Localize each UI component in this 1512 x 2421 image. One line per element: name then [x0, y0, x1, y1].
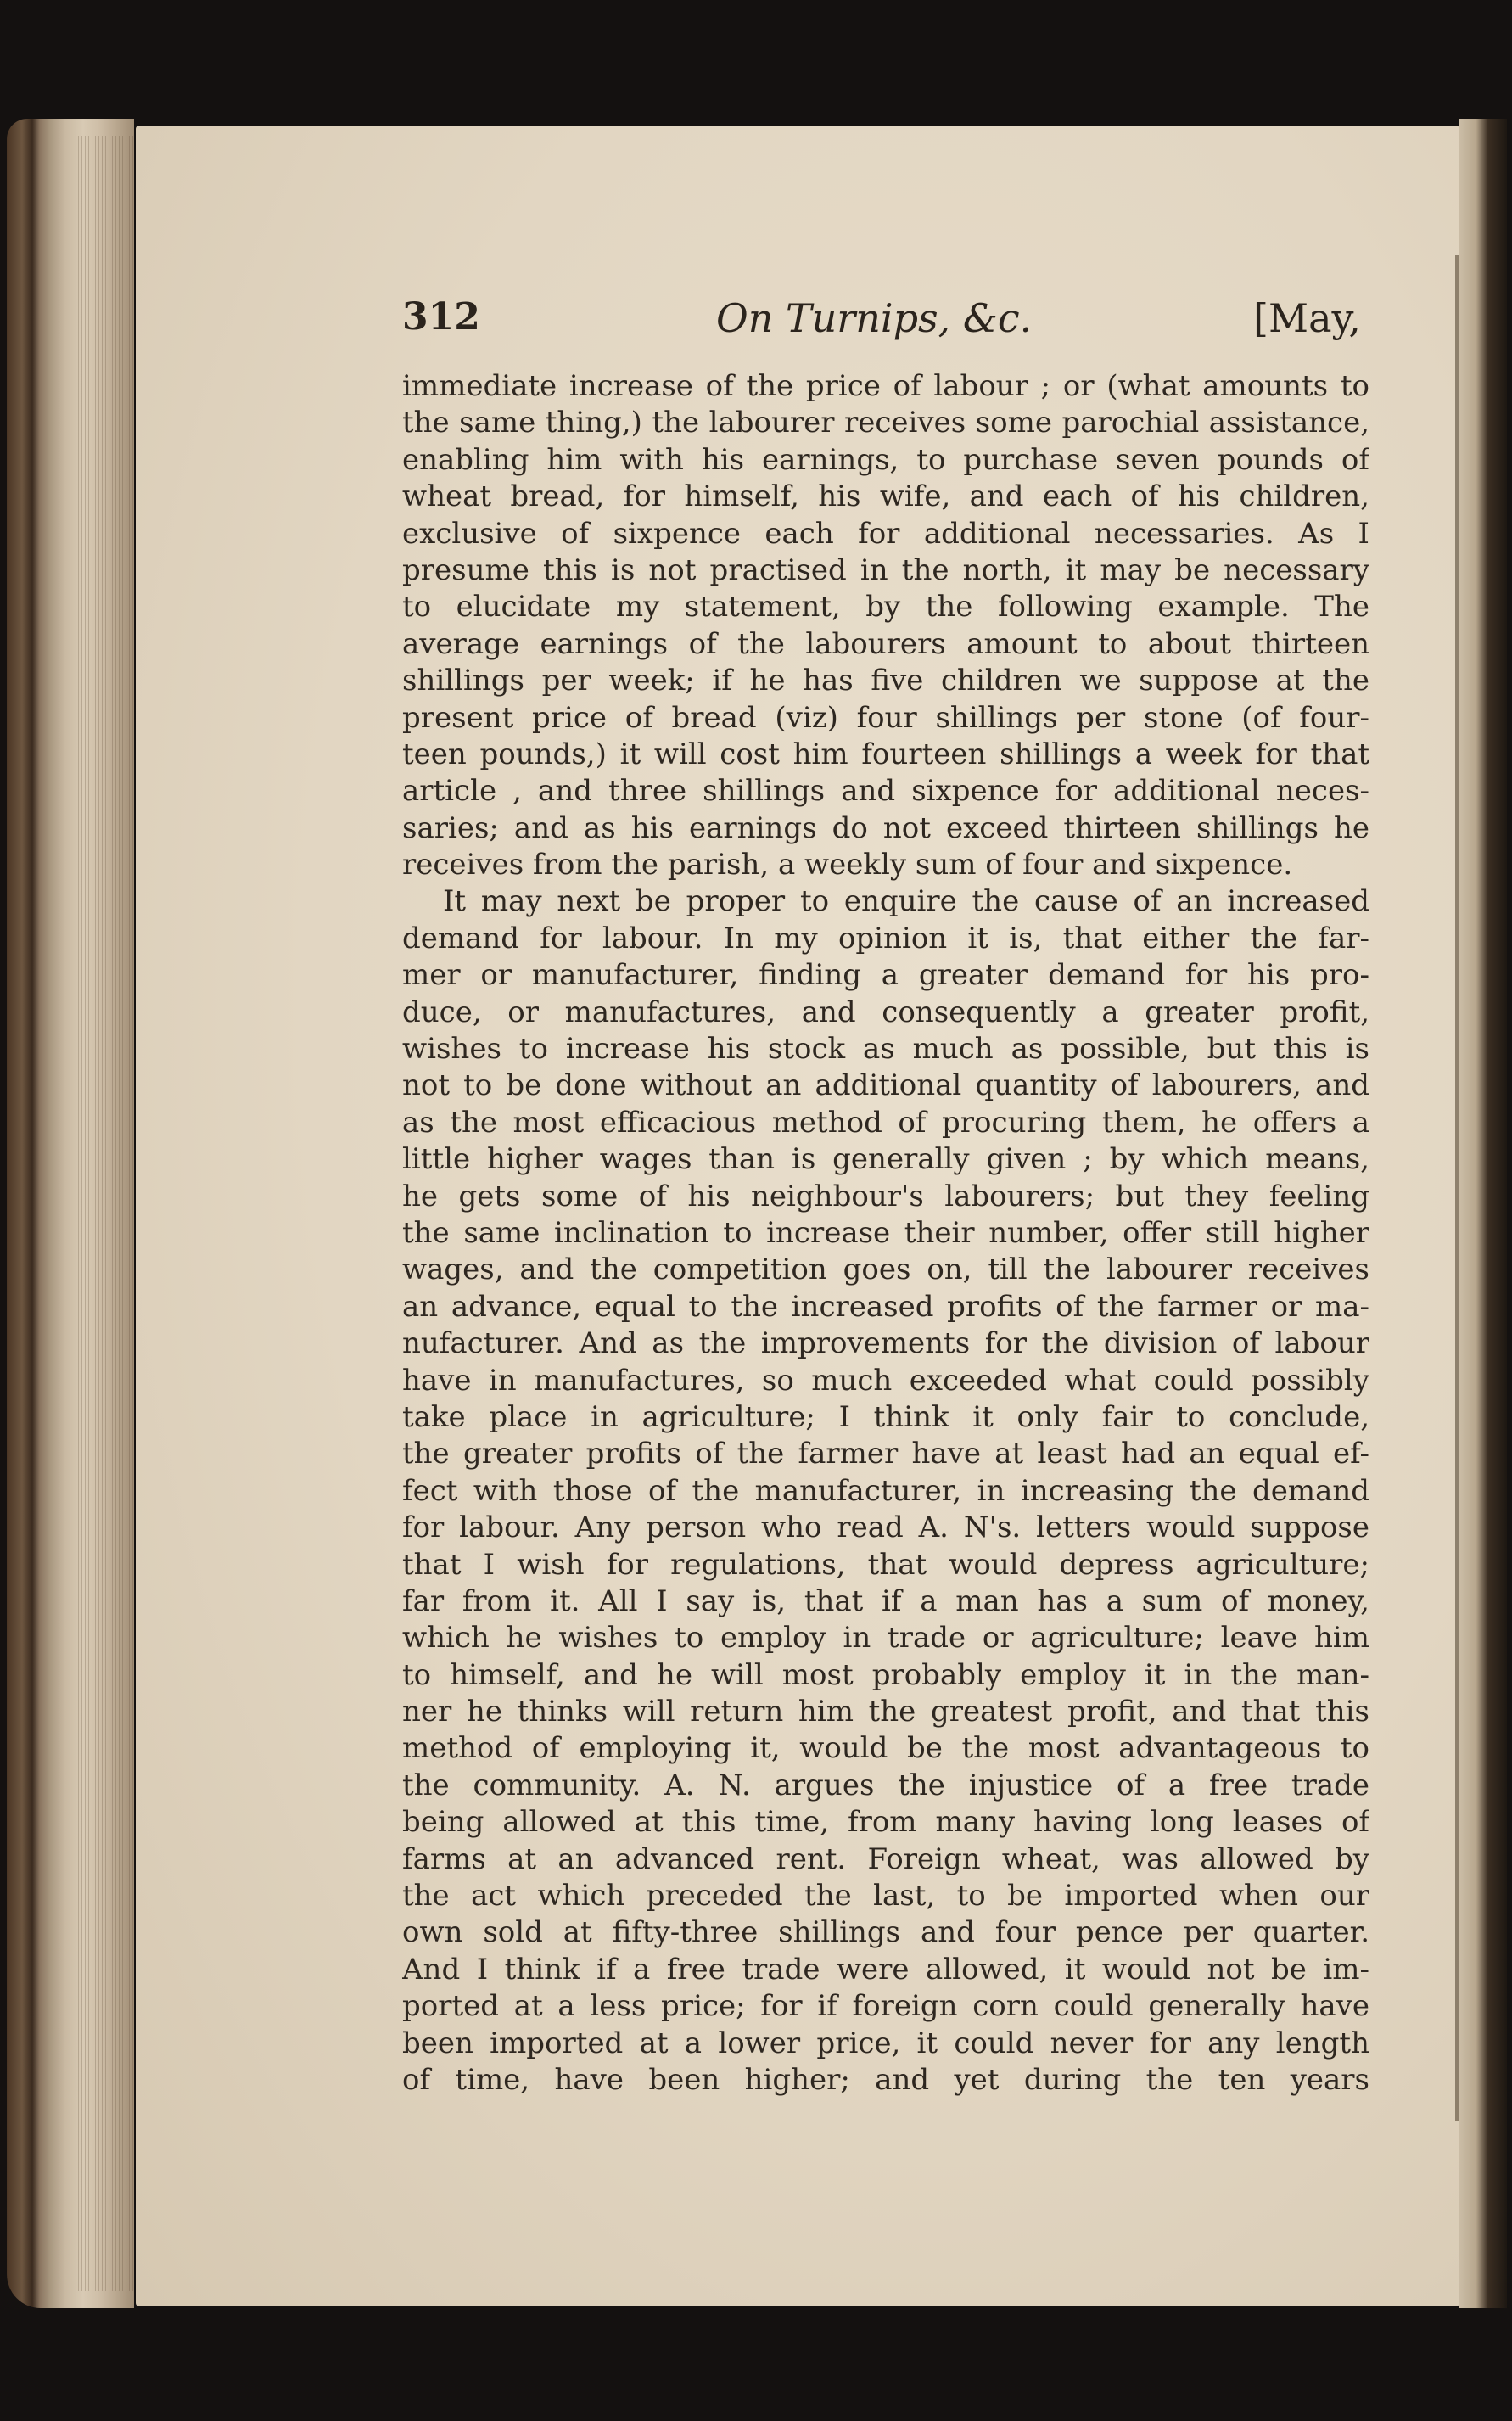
text-line: wages, and the competition goes on, till the labourer receives	[402, 1253, 1369, 1287]
text-line: wishes to increase his stock as much as possible, but this is	[402, 1032, 1369, 1067]
text-line: nufacturer. And as the improvements for the division of labour	[402, 1326, 1369, 1361]
text-line: teen pounds,) it will cost him fourteen shillings a week for that	[402, 737, 1369, 771]
text-line: mer or manufacturer, finding a greater demand for his pro-	[402, 958, 1369, 993]
running-title: On Turnips, &c.	[716, 295, 1033, 341]
text-line: the act which preceded the last, to be imported when our	[402, 1879, 1369, 1914]
running-header	[402, 295, 1369, 355]
text-line: the greater profits of the farmer have at least had an equal ef-	[402, 1437, 1369, 1471]
text-line: receives from the parish, a weekly sum of four and sixpence.	[402, 848, 1293, 883]
text-line: for labour. Any person who read A. N's. letters would suppose	[402, 1510, 1369, 1545]
text-line: fect with those of the manufacturer, in increasing the demand	[402, 1473, 1369, 1508]
text-line: an advance, equal to the increased profits of the farmer or ma-	[402, 1289, 1369, 1324]
text-line: presume this is not practised in the north, it may be necessary	[402, 552, 1369, 587]
text-line: to elucidate my statement, by the following example. The	[402, 590, 1369, 625]
text-line: that I wish for regulations, that would depress agriculture;	[402, 1547, 1369, 1582]
text-line: ner he thinks will return him the greatest profit, and that this	[402, 1695, 1369, 1729]
text-line: not to be done without an additional quantity of labourers, and	[402, 1068, 1369, 1103]
text-line: he gets some of his neighbour's labourers; but they feeling	[402, 1179, 1369, 1213]
text-line: saries; and as his earnings do not exceed thirteen shillings he	[402, 810, 1369, 845]
text-line: which he wishes to employ in trade or agriculture; leave him	[402, 1621, 1369, 1656]
text-line: take place in agriculture; I think it only fair to conclude,	[402, 1399, 1369, 1434]
text-line: It may next be proper to enquire the cause of an increased	[443, 884, 1369, 919]
text-line: average earnings of the labourers amount to about thirteen	[402, 626, 1369, 661]
text-line: ported at a less price; for if foreign corn could generally have	[402, 1989, 1369, 2024]
text-line: exclusive of sixpence each for additional necessaries. As I	[402, 516, 1369, 551]
text-line: being allowed at this time, from many having long leases of	[402, 1805, 1369, 1840]
text-line: duce, or manufactures, and consequently a greater profit,	[402, 995, 1369, 1029]
gutter-shadow	[1455, 255, 1459, 2121]
text-line: little higher wages than is generally given ; by which means,	[402, 1142, 1369, 1177]
body-text	[402, 368, 1369, 2099]
text-line: article , and three shillings and sixpence for additional neces-	[402, 774, 1369, 809]
text-line: to himself, and he will most probably employ it in the man-	[402, 1657, 1369, 1692]
text-line: demand for labour. In my opinion it is, that either the far-	[402, 921, 1369, 956]
text-line: farms at an advanced rent. Foreign wheat, was allowed by	[402, 1841, 1369, 1876]
text-line: present price of bread (viz) four shillings per stone (of four-	[402, 700, 1369, 735]
text-line: enabling him with his earnings, to purchase seven pounds of	[402, 442, 1369, 477]
text-line: the same inclination to increase their number, offer still higher	[402, 1215, 1369, 1250]
header-date: [May,	[1253, 295, 1361, 341]
text-line: the community. A. N. argues the injustice of a free trade	[402, 1768, 1369, 1802]
text-line: the same thing,) the labourer receives some parochial assistance,	[402, 406, 1369, 440]
text-line: immediate increase of the price of labour ; or (what amounts to	[402, 369, 1369, 403]
text-line: own sold at fifty-three shillings and four pence per quarter.	[402, 1915, 1369, 1950]
text-line: been imported at a lower price, it could never for any length	[402, 2026, 1369, 2060]
book-spine-edge	[1459, 119, 1507, 2308]
text-line: And I think if a free trade were allowed, it would not be im-	[402, 1952, 1369, 1987]
text-line: have in manufactures, so much exceeded what could possibly	[402, 1363, 1369, 1398]
text-line: method of employing it, would be the most advantageous to	[402, 1731, 1369, 1766]
text-line: as the most efficacious method of procuring them, he offers a	[402, 1105, 1369, 1140]
text-line: far from it. All I say is, that if a man has a sum of money,	[402, 1583, 1369, 1618]
text-line: shillings per week; if he has five children we suppose at the	[402, 664, 1369, 698]
page-number: 312	[402, 295, 480, 339]
text-line: wheat bread, for himself, his wife, and each of his children,	[402, 479, 1369, 514]
text-line: of time, have been higher; and yet during the ten years	[402, 2062, 1369, 2097]
